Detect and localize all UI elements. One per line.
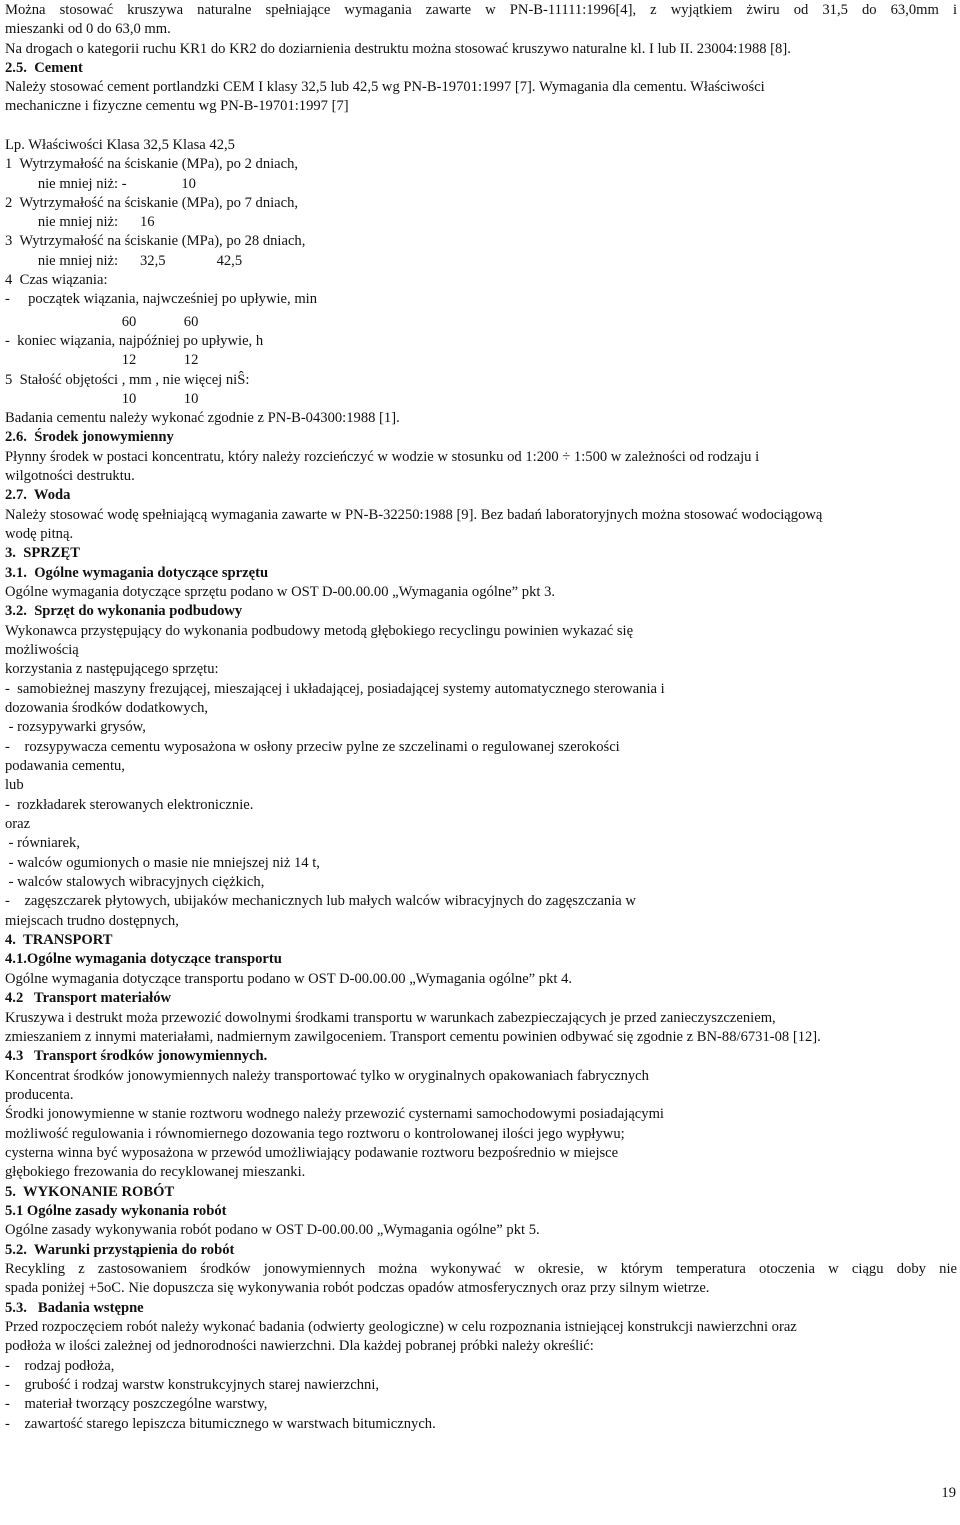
text-line: Środki jonowymienne w stanie roztworu wodnego należy przewozić cysternami samochodowymi posiadającymi <box>5 1106 664 1122</box>
section-heading: 3. SPRZĘT <box>5 545 81 561</box>
text-line: - rozkładarek sterowanych elektronicznie. <box>5 797 254 813</box>
text-line: - rozsypywacza cementu wyposażona w osłony przeciw pylne ze szczelinami o regulowanej szerokości <box>5 739 620 755</box>
section-heading: 4.3 Transport środków jonowymiennych. <box>5 1048 268 1064</box>
text-line: 10 10 <box>5 391 199 407</box>
text-line: lub <box>5 777 24 793</box>
text-line: - koniec wiązania, najpóźniej po upływie, h <box>5 333 264 349</box>
text-line: - początek wiązania, najwcześniej po upływie, min <box>5 291 318 307</box>
text-line: - równiarek, <box>5 835 80 851</box>
text-line: - rodzaj podłoża, <box>5 1358 115 1374</box>
text-line: 60 60 <box>5 314 199 330</box>
text-line: Lp. Właściwości Klasa 32,5 Klasa 42,5 <box>5 137 235 153</box>
text-line: wodę pitną. <box>5 526 74 542</box>
text-line: podłoża w ilości zależnej od jednorodności nawierzchni. Dla każdej pobranej próbki należy określić: <box>5 1338 594 1354</box>
section-heading: 3.1. Ogólne wymagania dotyczące sprzętu <box>5 565 269 581</box>
text-line: Kruszywa i destrukt moża przewozić dowolnymi środkami transportu w warunkach zabezpieczających je przed zanieczyszczeniem, <box>5 1010 776 1026</box>
text-line: spada poniżej +5oC. Nie dopuszcza się wykonywania robót podczas opadów atmosferycznych oraz przy silnym wietrze. <box>5 1280 710 1296</box>
text-line: 2 Wytrzymałość na ściskanie (MPa), po 7 dniach, <box>5 195 299 211</box>
text-line: cysterna winna być wyposażona w przewód umożliwiający podawanie roztworu bezpośrednio w miejsce <box>5 1145 619 1161</box>
text-line: Wykonawca przystępujący do wykonania podbudowy metodą głębokiego recyclingu powinien wykazać się <box>5 623 634 639</box>
text-line: Recykling z zastosowaniem środków jonowymiennych można wykonywać w okresie, w którym temperatura otoczenia w ciągu doby nie <box>5 1261 957 1277</box>
text-line: mechaniczne i fizyczne cementu wg PN-B-19701:1997 [7] <box>5 98 349 114</box>
text-line: - materiał tworzący poszczególne warstwy, <box>5 1396 268 1412</box>
section-heading: 4. TRANSPORT <box>5 932 113 948</box>
text-line: nie mniej niż: 16 <box>5 214 155 230</box>
text-line: Koncentrat środków jonowymiennych należy transportować tylko w oryginalnych opakowaniach fabrycznych <box>5 1068 649 1084</box>
section-heading: 2.6. Środek jonowymienny <box>5 429 174 445</box>
text-line: możliwość regulowania i równomiernego dozowania tego roztworu o kontrolowanej ilości jego wypływu; <box>5 1126 625 1142</box>
text-line: Należy stosować wodę spełniającą wymagania zawarte w PN-B-32250:1988 [9]. Bez badań laboratoryjnych można stosować wodociągową <box>5 507 823 523</box>
text-line: mieszanki od 0 do 63,0 mm. <box>5 21 171 37</box>
text-line: nie mniej niż: 32,5 42,5 <box>5 253 243 269</box>
text-line: dozowania środków dodatkowych, <box>5 700 209 716</box>
text-line: 1 Wytrzymałość na ściskanie (MPa), po 2 dniach, <box>5 156 299 172</box>
text-line: - zawartość starego lepiszcza bitumicznego w warstwach bitumicznych. <box>5 1416 436 1432</box>
section-heading: 5.3. Badania wstępne <box>5 1300 144 1316</box>
page-number: 19 <box>941 1485 956 1501</box>
text-line: - walców stalowych wibracyjnych ciężkich, <box>5 874 265 890</box>
section-heading: 5.1 Ogólne zasady wykonania robót <box>5 1203 227 1219</box>
text-line: - grubość i rodzaj warstw konstrukcyjnych starej nawierzchni, <box>5 1377 380 1393</box>
text-line: 5 Stałość objętości , mm , nie więcej niŜ: <box>5 372 250 388</box>
text-line: miejscach trudno dostępnych, <box>5 913 179 929</box>
section-heading: 4.1.Ogólne wymagania dotyczące transportu <box>5 951 282 967</box>
text-line: - samobieżnej maszyny frezującej, mieszającej i układającej, posiadającej systemy automatycznego sterowania i <box>5 681 665 697</box>
text-line: oraz <box>5 816 31 832</box>
text-line: - rozsypywarki grysów, <box>5 719 146 735</box>
text-line: 12 12 <box>5 352 199 368</box>
section-heading: 2.5. Cement <box>5 60 83 76</box>
section-heading: 3.2. Sprzęt do wykonania podbudowy <box>5 603 243 619</box>
text-line: Badania cementu należy wykonać zgodnie z PN-B-04300:1988 [1]. <box>5 410 400 426</box>
text-line: Można stosować kruszywa naturalne spełniające wymagania zawarte w PN-B-11111:1996[4], z wyjątkiem żwiru od 31,5 do 63,0mm i <box>5 2 957 18</box>
text-line: wilgotności destruktu. <box>5 468 135 484</box>
text-line: Płynny środek w postaci koncentratu, który należy rozcieńczyć w wodzie w stosunku od 1:200 ÷ 1:500 w zależności od rodzaju i <box>5 449 760 465</box>
text-line: Ogólne zasady wykonywania robót podano w OST D-00.00.00 „Wymagania ogólne” pkt 5. <box>5 1222 540 1238</box>
text-line: podawania cementu, <box>5 758 125 774</box>
section-heading: 2.7. Woda <box>5 487 71 503</box>
text-line: - zagęszczarek płytowych, ubijaków mechanicznych lub małych walców wibracyjnych do zagęszczania w <box>5 893 636 909</box>
text-line: 3 Wytrzymałość na ściskanie (MPa), po 28 dniach, <box>5 233 306 249</box>
text-line: Przed rozpoczęciem robót należy wykonać badania (odwierty geologiczne) w celu rozpoznania istniejącej konstrukcji nawierzchni oraz <box>5 1319 797 1335</box>
text-line: Ogólne wymagania dotyczące transportu podano w OST D-00.00.00 „Wymagania ogólne” pkt 4. <box>5 971 573 987</box>
text-line: nie mniej niż: - 10 <box>5 176 196 192</box>
text-line: głębokiego frezowania do recyklowanej mieszanki. <box>5 1164 306 1180</box>
section-heading: 5.2. Warunki przystąpienia do robót <box>5 1242 235 1258</box>
text-line: producenta. <box>5 1087 74 1103</box>
text-line: 4 Czas wiązania: <box>5 272 108 288</box>
text-line: Na drogach o kategorii ruchu KR1 do KR2 do doziarnienia destruktu można stosować kruszywo naturalne kl. I lub II. 23004:1988 [8]. <box>5 41 791 57</box>
text-line: Ogólne wymagania dotyczące sprzętu podano w OST D-00.00.00 „Wymagania ogólne” pkt 3. <box>5 584 556 600</box>
text-line: korzystania z następującego sprzętu: <box>5 661 219 677</box>
text-line: możliwością <box>5 642 79 658</box>
section-heading: 5. WYKONANIE ROBÓT <box>5 1184 175 1200</box>
text-line: zmieszaniem z innymi materiałami, nadmiernym zawilgoceniem. Transport cementu powinien odbywać się zgodnie z BN-88/6731-08 [12]. <box>5 1029 821 1045</box>
text-line: - walców ogumionych o masie nie mniejszej niż 14 t, <box>5 855 320 871</box>
text-line: Należy stosować cement portlandzki CEM I klasy 32,5 lub 42,5 wg PN-B-19701:1997 [7]. Wymagania dla cementu. Właściwości <box>5 79 765 95</box>
section-heading: 4.2 Transport materiałów <box>5 990 172 1006</box>
